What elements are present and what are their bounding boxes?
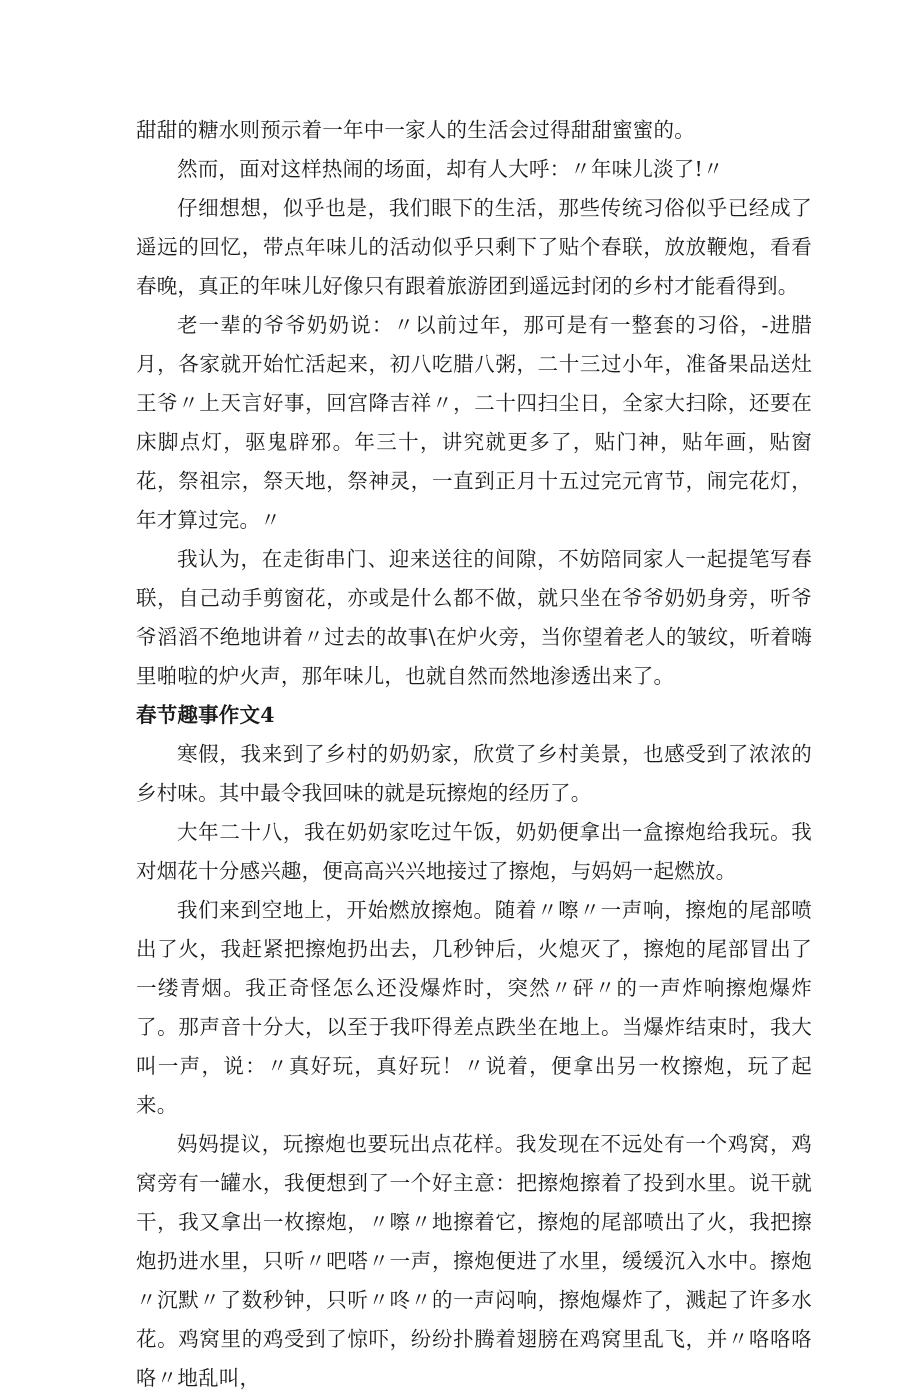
paragraph: 妈妈提议，玩擦炮也要玩出点花样。我发现在不远处有一个鸡窝，鸡窝旁有一罐水，我便想到了一个好主意：把擦炮擦着了投到水里。说干就干，我又拿出一枚擦炮，〃嚓〃地擦着它，擦炮的尾部喷出了火，我把擦炮扔进水里，只听〃吧嗒〃一声，擦炮便进了水里，缓缓沉入水中。擦炮〃沉默〃了数秒钟，只听〃咚〃的一声闷响，擦炮爆炸了，溅起了许多水花。鸡窝里的鸡受到了惊吓，纷纷扑腾着翅膀在鸡窝里乱飞，并〃咯咯咯咯〃地乱叫， bbox=[136, 1132, 812, 1390]
document-body bbox=[136, 111, 812, 1398]
paragraph: 老一辈的爷爷奶奶说：〃以前过年，那可是有一整套的习俗，-进腊月，各家就开始忙活起来，初八吃腊八粥，二十三过小年，准备果品送灶王爷〃上天言好事，回宫降吉祥〃，二十四扫尘日，全家大扫除，还要在床脚点灯，驱鬼辟邪。年三十，讲究就更多了，贴门神，贴年画，贴窗花，祭祖宗，祭天地，祭神灵，一直到正月十五过完元宵节，闹完花灯，年才算过完。〃 bbox=[136, 313, 812, 532]
paragraph: 仔细想想，似乎也是，我们眼下的生活，那些传统习俗似乎已经成了遥远的回忆，带点年味儿的活动似乎只剩下了贴个春联，放放鞭炮，看看春晚，真正的年味儿好像只有跟着旅游团到遥远封闭的乡村才能看得到。 bbox=[136, 196, 812, 298]
section-title: 春节趣事作文4 bbox=[136, 703, 275, 727]
paragraph: 然而，面对这样热闹的场面，却有人大呼：〃年味儿淡了!〃 bbox=[177, 157, 724, 181]
paragraph: 我认为，在走街串门、迎来送往的间隙，不妨陪同家人一起提笔写春联，自己动手剪窗花，亦或是什么都不做，就只坐在爷爷奶奶身旁，听爷爷滔滔不绝地讲着〃过去的故事\在炉火旁，当你望着老人的皱纹，听着嗨里啪啦的炉火声，那年味儿，也就自然而然地渗透出来了。 bbox=[136, 547, 812, 688]
paragraph: 我们来到空地上，开始燃放擦炮。随着〃嚓〃一声响，擦炮的尾部喷出了火，我赶紧把擦炮扔出去，几秒钟后，火熄灭了，擦炮的尾部冒出了一缕青烟。我正奇怪怎么还没爆炸时，突然〃砰〃的一声炸响擦炮爆炸了。那声音十分大，以至于我吓得差点跌坐在地上。当爆炸结束时，我大叫一声，说：〃真好玩，真好玩！〃说着，便拿出另一枚擦炮，玩了起来。 bbox=[136, 898, 812, 1117]
paragraph: 大年二十八，我在奶奶家吃过午饭，奶奶便拿出一盒擦炮给我玩。我对烟花十分感兴趣，便高高兴兴地接过了擦炮，与妈妈一起燃放。 bbox=[136, 820, 812, 883]
paragraph-continuation: 甜甜的糖水则预示着一年中一家人的生活会过得甜甜蜜蜜的。 bbox=[136, 118, 695, 142]
paragraph: 寒假，我来到了乡村的奶奶家，欣赏了乡村美景，也感受到了浓浓的乡村味。其中最令我回味的就是玩擦炮的经历了。 bbox=[136, 742, 812, 805]
